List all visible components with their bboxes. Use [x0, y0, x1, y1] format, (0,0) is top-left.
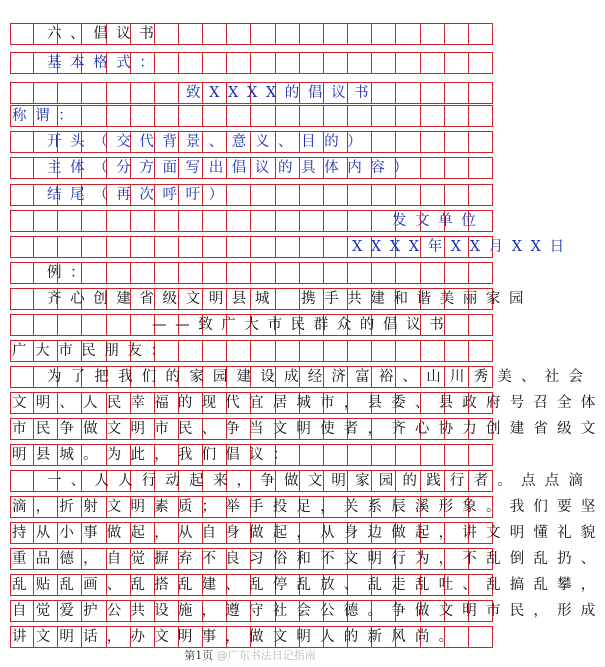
- grid-cell: [348, 185, 372, 205]
- section-title: 六、倡议书: [47, 26, 163, 42]
- grid-cell: [179, 106, 203, 126]
- grid-cell: [445, 24, 469, 44]
- grid-cell: [421, 83, 445, 103]
- grid-cell: [155, 237, 179, 257]
- grid-cell: [324, 211, 348, 231]
- grid-cell: [203, 211, 227, 231]
- grid-cell: [300, 445, 324, 465]
- grid-cell: [396, 53, 420, 73]
- grid-row: [10, 105, 493, 127]
- page-footer: [0, 647, 500, 667]
- grid-cell: [469, 132, 493, 152]
- grid-cell: [348, 445, 372, 465]
- grid-cell: [469, 53, 493, 73]
- grid-cell: [82, 237, 106, 257]
- grid-cell: [179, 341, 203, 361]
- grid-cell: [34, 237, 58, 257]
- grid-cell: [155, 263, 179, 283]
- grid-cell: [276, 237, 300, 257]
- grid-cell: [10, 132, 34, 152]
- grid-cell: [445, 106, 469, 126]
- grid-cell: [396, 106, 420, 126]
- grid-cell: [58, 211, 82, 231]
- grid-cell: [421, 132, 445, 152]
- grid-cell: [82, 106, 106, 126]
- grid-cell: [227, 341, 251, 361]
- body-line: 滴，折射文明素质；举手投足，关系辰溪形象。我们要坚: [12, 499, 605, 515]
- grid-cell: [227, 237, 251, 257]
- grid-cell: [251, 106, 275, 126]
- body-line: 一、人人行动起来，争做文明家园的践行者。点点滴: [47, 473, 593, 489]
- grid-cell: [10, 471, 34, 491]
- grid-cell: [58, 315, 82, 335]
- grid-cell: [179, 263, 203, 283]
- grid-cell: [348, 211, 372, 231]
- grid-cell: [227, 53, 251, 73]
- watermark: @广东书法日记指南: [216, 649, 316, 662]
- grid-cell: [276, 341, 300, 361]
- grid-cell: [276, 24, 300, 44]
- grid-cell: [179, 24, 203, 44]
- grid-cell: [155, 83, 179, 103]
- example-salutation: 广大市民朋友：: [12, 343, 174, 359]
- grid-cell: [324, 263, 348, 283]
- grid-cell: [155, 106, 179, 126]
- format-salutation: 称谓：: [12, 108, 82, 124]
- grid-cell: [469, 83, 493, 103]
- grid-cell: [348, 263, 372, 283]
- grid-cell: [372, 341, 396, 361]
- grid-cell: [372, 24, 396, 44]
- grid-cell: [251, 24, 275, 44]
- grid-cell: [276, 106, 300, 126]
- example-subtitle: ——致广大市民群众的倡议书: [152, 317, 453, 333]
- grid-cell: [421, 263, 445, 283]
- grid-cell: [372, 53, 396, 73]
- grid-cell: [203, 106, 227, 126]
- grid-cell: [421, 341, 445, 361]
- grid-cell: [324, 445, 348, 465]
- grid-cell: [227, 263, 251, 283]
- grid-cell: [469, 106, 493, 126]
- body-line: 乱贴乱画、乱搭乱建、乱停乱放、乱走乱吐、乱搞乱攀，: [12, 577, 605, 593]
- grid-cell: [131, 83, 155, 103]
- grid-cell: [469, 315, 493, 335]
- grid-cell: [348, 106, 372, 126]
- body-line: 重品德，自觉摒弃不良习俗和不文明行为，不乱倒乱扔、: [12, 551, 605, 567]
- grid-cell: [203, 263, 227, 283]
- grid-cell: [469, 185, 493, 205]
- grid-cell: [372, 132, 396, 152]
- body-line: 自觉爱护公共设施，遵守社会公德。争做文明市民，形成: [12, 603, 605, 619]
- format-issuer: 发文单位: [392, 213, 485, 229]
- grid-cell: [421, 185, 445, 205]
- grid-cell: [82, 83, 106, 103]
- grid-cell: [34, 211, 58, 231]
- grid-cell: [10, 263, 34, 283]
- body-line: 为了把我们的家园建设成经济富裕、山川秀美、社会: [47, 369, 593, 385]
- grid-cell: [131, 106, 155, 126]
- body-line: 持从小事做起，从自身做起，从身边做起，讲文明懂礼貌: [12, 525, 605, 541]
- grid-cell: [251, 237, 275, 257]
- grid-cell: [58, 237, 82, 257]
- grid-cell: [300, 185, 324, 205]
- grid-cell: [131, 263, 155, 283]
- grid-cell: [421, 24, 445, 44]
- grid-cell: [300, 341, 324, 361]
- grid-cell: [203, 341, 227, 361]
- grid-cell: [107, 211, 131, 231]
- grid-cell: [324, 24, 348, 44]
- grid-cell: [227, 24, 251, 44]
- grid-cell: [276, 263, 300, 283]
- body-line: 明县城。为此，我们倡议：: [12, 447, 297, 463]
- grid-cell: [324, 106, 348, 126]
- grid-cell: [445, 445, 469, 465]
- grid-cell: [396, 132, 420, 152]
- format-closing: 结尾（再次呼吁）: [47, 187, 232, 203]
- grid-cell: [421, 106, 445, 126]
- grid-cell: [396, 24, 420, 44]
- grid-cell: [10, 158, 34, 178]
- grid-cell: [445, 263, 469, 283]
- grid-cell: [227, 211, 251, 231]
- grid-cell: [300, 237, 324, 257]
- grid-cell: [131, 211, 155, 231]
- grid-cell: [324, 237, 348, 257]
- grid-cell: [58, 83, 82, 103]
- grid-cell: [469, 263, 493, 283]
- grid-cell: [445, 341, 469, 361]
- grid-cell: [251, 53, 275, 73]
- grid-cell: [34, 83, 58, 103]
- format-opening: 开头（交代背景、意义、目的）: [47, 134, 371, 150]
- grid-cell: [251, 211, 275, 231]
- grid-cell: [107, 106, 131, 126]
- grid-cell: [10, 315, 34, 335]
- format-title: 致XXXX的倡议书: [186, 85, 378, 101]
- grid-cell: [372, 263, 396, 283]
- grid-cell: [445, 132, 469, 152]
- grid-cell: [372, 445, 396, 465]
- grid-cell: [348, 341, 372, 361]
- grid-cell: [372, 106, 396, 126]
- grid-cell: [203, 53, 227, 73]
- example-label: 例：: [47, 265, 94, 281]
- format-body: 主体（分方面写出倡议的具体内容）: [47, 160, 417, 176]
- grid-cell: [469, 24, 493, 44]
- grid-cell: [300, 24, 324, 44]
- grid-cell: [396, 185, 420, 205]
- grid-cell: [107, 315, 131, 335]
- grid-cell: [251, 341, 275, 361]
- page-number: 第1页: [184, 649, 214, 662]
- grid-cell: [469, 445, 493, 465]
- grid-cell: [469, 158, 493, 178]
- grid-cell: [421, 445, 445, 465]
- grid-cell: [445, 158, 469, 178]
- grid-cell: [421, 53, 445, 73]
- grid-cell: [276, 53, 300, 73]
- grid-cell: [324, 185, 348, 205]
- grid-cell: [348, 53, 372, 73]
- grid-cell: [324, 341, 348, 361]
- grid-cell: [227, 106, 251, 126]
- grid-cell: [10, 185, 34, 205]
- grid-cell: [300, 211, 324, 231]
- grid-cell: [10, 83, 34, 103]
- grid-cell: [107, 263, 131, 283]
- example-title: 齐心创建省级文明县城 携手共建和谐美丽家园: [47, 291, 533, 307]
- grid-cell: [348, 24, 372, 44]
- grid-cell: [10, 237, 34, 257]
- grid-cell: [300, 263, 324, 283]
- grid-cell: [421, 158, 445, 178]
- body-line: 市民争做文明市民、争当文明使者，齐心协力创建省级文: [12, 421, 605, 437]
- body-line: 讲文明话，办文明事，做文明人的新风尚。: [12, 629, 463, 645]
- grid-cell: [469, 341, 493, 361]
- grid-cell: [10, 24, 34, 44]
- grid-cell: [372, 185, 396, 205]
- grid-cell: [203, 237, 227, 257]
- grid-cell: [251, 185, 275, 205]
- grid-cell: [107, 237, 131, 257]
- grid-cell: [300, 53, 324, 73]
- format-heading: 基本格式：: [47, 55, 163, 71]
- format-date: XXXX年XX月XX日: [352, 239, 573, 255]
- grid-cell: [82, 315, 106, 335]
- grid-cell: [203, 24, 227, 44]
- grid-cell: [324, 53, 348, 73]
- grid-cell: [179, 211, 203, 231]
- grid-cell: [300, 106, 324, 126]
- grid-cell: [10, 211, 34, 231]
- grid-cell: [276, 211, 300, 231]
- grid-cell: [445, 185, 469, 205]
- grid-cell: [10, 289, 34, 309]
- grid-cell: [396, 83, 420, 103]
- grid-cell: [107, 83, 131, 103]
- grid-cell: [10, 367, 34, 387]
- grid-cell: [179, 237, 203, 257]
- grid-cell: [276, 185, 300, 205]
- grid-cell: [396, 263, 420, 283]
- body-line: 文明、人民幸福的现代宜居城市，县委、县政府号召全体: [12, 395, 605, 411]
- grid-cell: [82, 211, 106, 231]
- grid-cell: [131, 237, 155, 257]
- grid-cell: [396, 445, 420, 465]
- grid-cell: [469, 627, 493, 647]
- grid-cell: [445, 53, 469, 73]
- grid-cell: [10, 53, 34, 73]
- grid-cell: [179, 53, 203, 73]
- grid-cell: [251, 263, 275, 283]
- grid-cell: [445, 83, 469, 103]
- grid-cell: [396, 341, 420, 361]
- grid-cell: [155, 211, 179, 231]
- grid-cell: [34, 315, 58, 335]
